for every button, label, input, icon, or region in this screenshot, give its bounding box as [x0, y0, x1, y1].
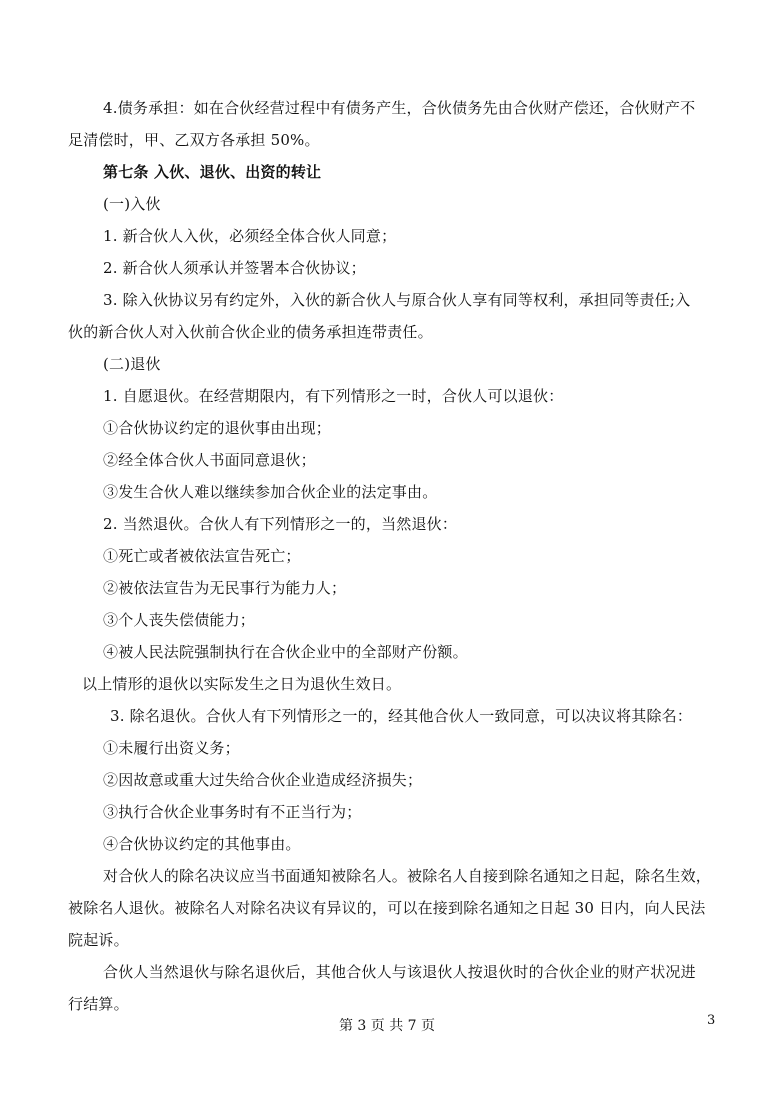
- paragraph-line: 院起诉。: [68, 931, 129, 949]
- list-item: 3. 除入伙协议另有约定外，入伙的新合伙人与原合伙人享有同等权利，承担同等责任;入: [103, 291, 691, 309]
- list-item: 1. 自愿退伙。在经营期限内，有下列情形之一时，合伙人可以退伙：: [103, 387, 564, 405]
- list-item: ③发生合伙人难以继续参加合伙企业的法定事由。: [103, 483, 438, 501]
- list-item: 3. 除名退伙。合伙人有下列情形之一的，经其他合伙人一致同意，可以决议将其除名：: [110, 707, 693, 725]
- list-item: ④被人民法院强制执行在合伙企业中的全部财产份额。: [103, 643, 468, 661]
- paragraph-line: 伙的新合伙人对入伙前合伙企业的债务承担连带责任。: [68, 323, 433, 341]
- list-item: 1. 新合伙人入伙，必须经全体合伙人同意；: [103, 227, 397, 245]
- list-item: 2. 当然退伙。合伙人有下列情形之一的，当然退伙：: [103, 515, 458, 533]
- list-item: ①死亡或者被依法宣告死亡；: [103, 547, 301, 565]
- paragraph-line: 行结算。: [68, 995, 129, 1013]
- list-item: ①未履行出资义务；: [103, 739, 240, 757]
- page-number: 3: [707, 1013, 716, 1028]
- list-item: ②因故意或重大过失给合伙企业造成经济损失；: [103, 771, 423, 789]
- list-item: ②被依法宣告为无民事行为能力人；: [103, 579, 347, 597]
- list-item: ③个人丧失偿债能力；: [103, 611, 256, 629]
- subsection-heading: (一)入伙: [103, 195, 161, 213]
- paragraph-line: 被除名人退伙。被除名人对除名决议有异议的，可以在接到除名通知之日起 30 日内，向人民法: [68, 899, 706, 917]
- list-item: ③执行合伙企业事务时有不正当行为；: [103, 803, 362, 821]
- paragraph-line: 以上情形的退伙以实际发生之日为退伙生效日。: [82, 675, 402, 693]
- page-footer: 第 3 页 共 7 页: [338, 1018, 436, 1034]
- paragraph-line: 合伙人当然退伙与除名退伙后，其他合伙人与该退伙人按退伙时的合伙企业的财产状况进: [103, 963, 696, 981]
- list-item: 2. 新合伙人须承认并签署本合伙协议；: [103, 259, 366, 277]
- section-heading: 第七条 入伙、退伙、出资的转让: [103, 163, 322, 181]
- paragraph-line: 足清偿时，甲、乙双方各承担 50%。: [68, 131, 320, 149]
- list-item: ④合伙协议约定的其他事由。: [103, 835, 301, 853]
- paragraph-line: 4.债务承担：如在合伙经营过程中有债务产生，合伙债务先由合伙财产偿还，合伙财产不: [103, 99, 696, 117]
- subsection-heading: (二)退伙: [103, 355, 161, 373]
- list-item: ①合伙协议约定的退伙事由出现；: [103, 419, 332, 437]
- list-item: ②经全体合伙人书面同意退伙；: [103, 451, 316, 469]
- paragraph-line: 对合伙人的除名决议应当书面通知被除名人。被除名人自接到除名通知之日起，除名生效，: [103, 867, 712, 885]
